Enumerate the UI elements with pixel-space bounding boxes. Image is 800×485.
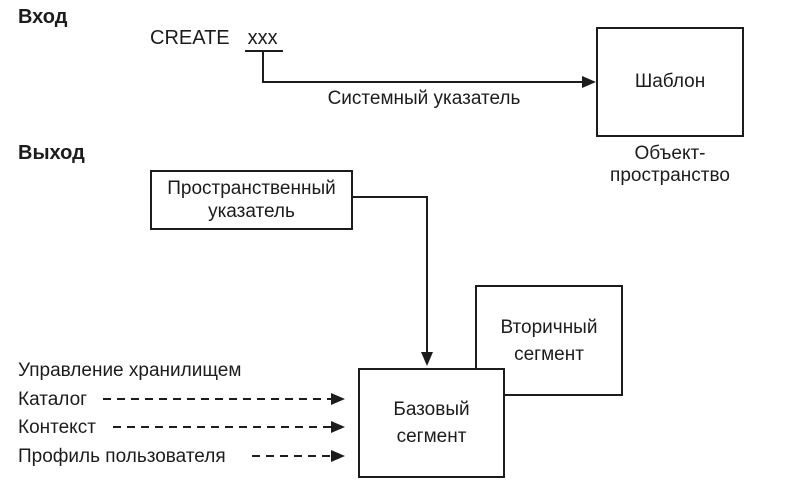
input-heading: Вход (18, 6, 68, 28)
base-segment-box-line2: сегмент (396, 426, 467, 447)
base-segment-box-line1: Базовый (393, 399, 470, 420)
spatial-connector-horizontal (353, 196, 428, 198)
object-space-caption-line2: пространство (610, 165, 730, 186)
spatial-pointer-box (150, 170, 353, 230)
user-profile-arrowhead-icon (331, 450, 345, 462)
context-label: Контекст (18, 417, 96, 438)
spatial-connector-vertical (426, 196, 428, 352)
storage-management-label: Управление хранилищем (18, 360, 242, 381)
create-operand: xxx (247, 27, 278, 49)
arrowhead-right-icon (582, 76, 596, 88)
create-statement (150, 27, 278, 50)
base-segment-box (358, 368, 505, 478)
object-space-caption-line1: Объект- (634, 143, 706, 164)
spatial-pointer-box-line1: Пространственный (167, 178, 336, 199)
catalog-arrowhead-icon (331, 393, 345, 405)
catalog-dashed-arrow (103, 398, 331, 400)
create-connector-horizontal (262, 81, 584, 83)
catalog-label: Каталог (18, 389, 88, 410)
create-connector-vertical (262, 50, 264, 83)
user-profile-dashed-arrow (252, 455, 331, 457)
context-dashed-arrow (113, 426, 331, 428)
system-pointer-label: Системный указатель (327, 88, 521, 109)
operand-underline (245, 50, 283, 52)
context-arrowhead-icon (331, 421, 345, 433)
output-heading: Выход (18, 142, 85, 164)
arrowhead-down-icon (421, 352, 433, 366)
create-keyword: CREATE (150, 27, 230, 49)
secondary-segment-box-line2: сегмент (514, 343, 584, 365)
secondary-segment-box-line1: Вторичный (500, 316, 598, 338)
template-box-label: Шаблон (634, 71, 706, 92)
spatial-pointer-box-line2: указатель (208, 201, 295, 222)
object-space-caption (586, 143, 754, 187)
user-profile-label: Профиль пользователя (18, 446, 226, 467)
template-box (596, 27, 744, 137)
